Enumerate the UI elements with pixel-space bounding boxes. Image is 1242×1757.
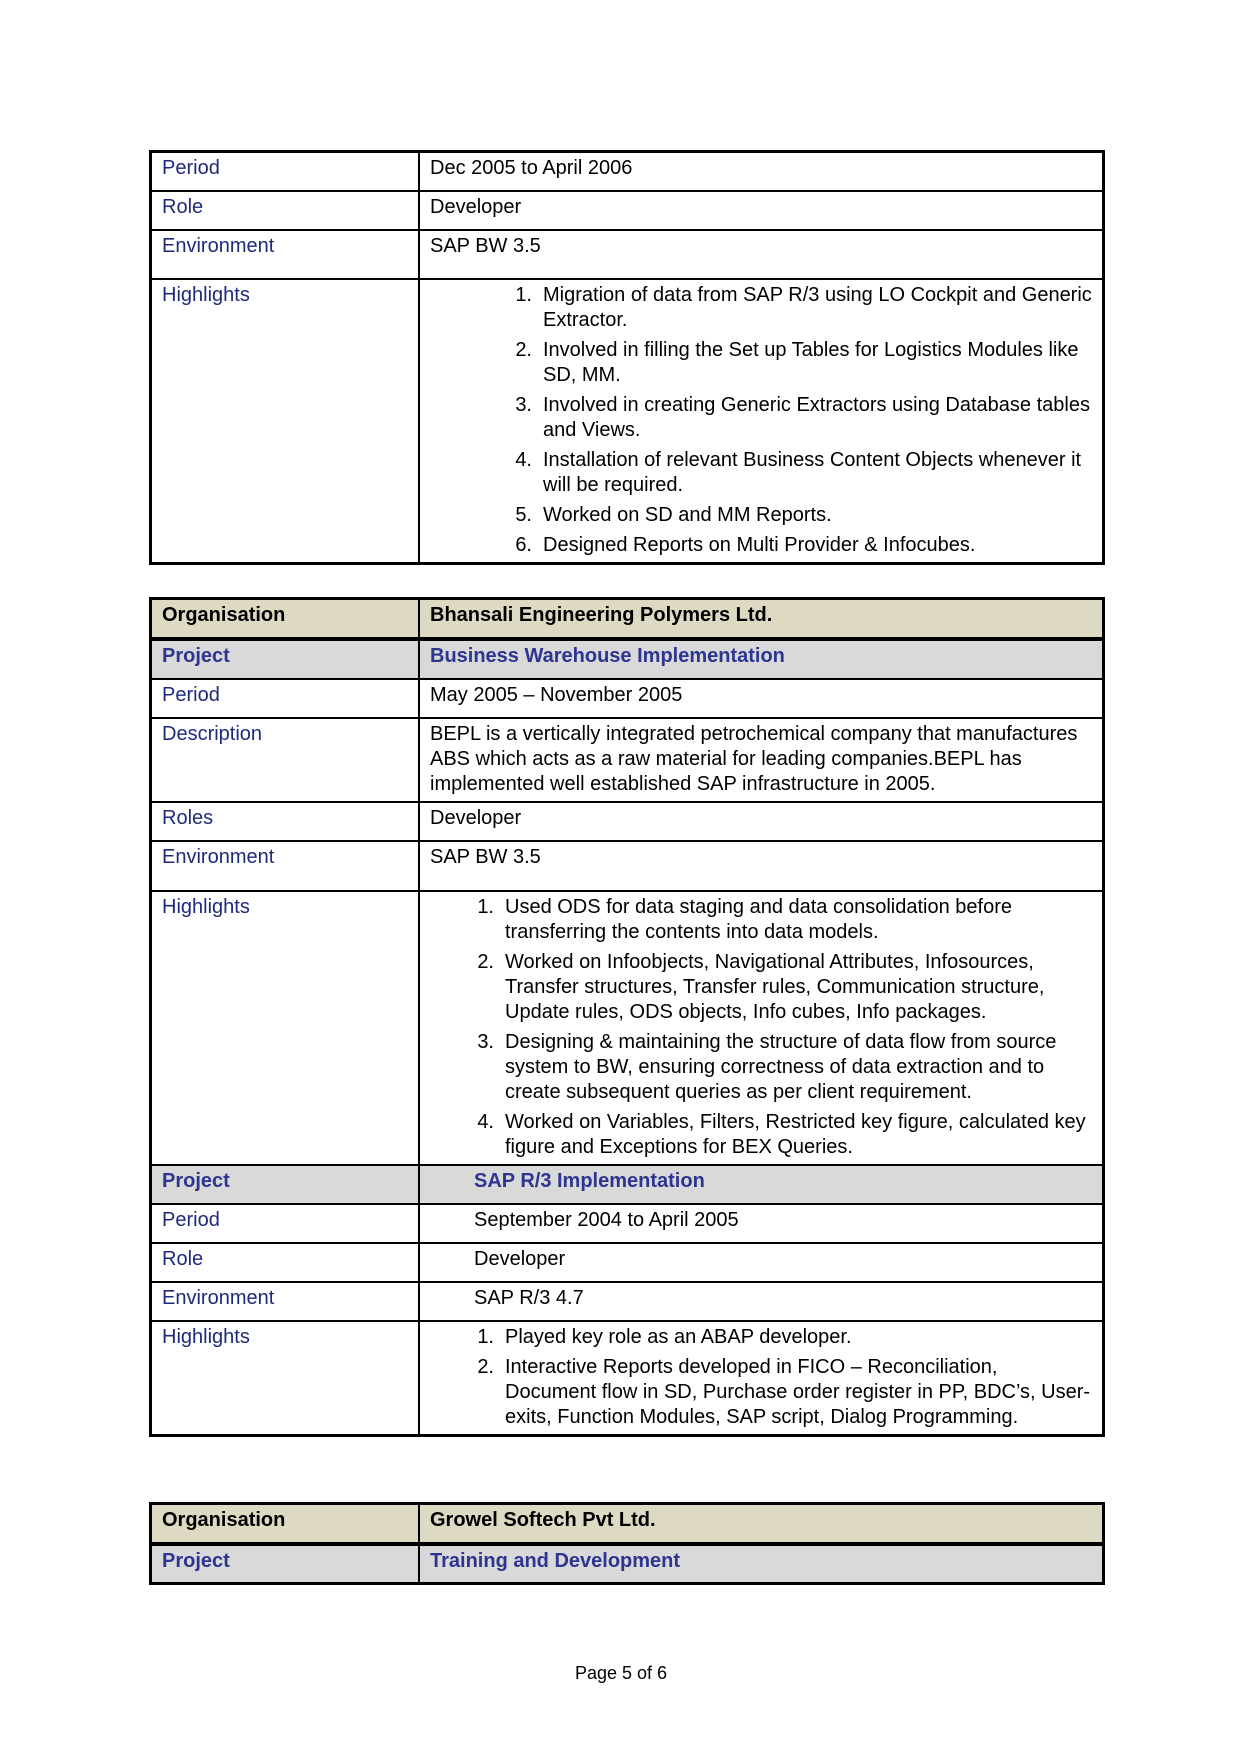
description-label: Description — [151, 718, 420, 802]
page-number: Page 5 of 6 — [574, 1663, 668, 1683]
list-item: 3. Designing & maintaining the structure of data flow from source system to BW, ensuring correctness of data extraction and to create subsequent queries as per client requirement. — [477, 1030, 1057, 1103]
environment-value: SAP BW 3.5 — [419, 230, 1104, 279]
environment-label: Environment — [151, 230, 420, 279]
list-item: 3. Involved in creating Generic Extractors using Database tables and Views. — [515, 393, 1090, 441]
role-value: Developer — [419, 1243, 1104, 1282]
list-item: 1. Used ODS for data staging and data consolidation before transferring the contents into data models. — [477, 895, 1012, 943]
project-details-table-1 — [149, 150, 1105, 565]
period-label: Period — [151, 1204, 420, 1243]
roles-value: Developer — [419, 802, 1104, 841]
organisation-value: Bhansali Engineering Polymers Ltd. — [419, 599, 1104, 639]
period-label: Period — [151, 152, 420, 191]
period-value: September 2004 to April 2005 — [419, 1204, 1104, 1243]
environment-value: SAP R/3 4.7 — [419, 1282, 1104, 1321]
role-value: Developer — [419, 191, 1104, 230]
organisation-label: Organisation — [151, 599, 420, 639]
project-label: Project — [151, 639, 420, 679]
description-value: BEPL is a vertically integrated petrochemical company that manufactures ABS which acts as a raw material for leading companies.BEPL has implemented well established SAP infrastructure in 2005. — [419, 718, 1104, 802]
environment-label: Environment — [151, 1282, 420, 1321]
highlights-label: Highlights — [151, 1321, 420, 1436]
project-value: Training and Development — [419, 1544, 1104, 1584]
list-item: 2. Worked on Infoobjects, Navigational Attributes, Infosources, Transfer structures, Transfer rules, Communication structure, Update rules, ODS objects, Info cubes, Info packages. — [477, 950, 1045, 1023]
organisation-label: Organisation — [151, 1504, 420, 1544]
environment-value: SAP BW 3.5 — [419, 841, 1104, 891]
highlights-list — [477, 1325, 1092, 1430]
list-item: 1. Migration of data from SAP R/3 using LO Cockpit and Generic Extractor. — [515, 283, 1092, 331]
highlights-list — [477, 895, 1092, 1160]
highlights-list-cell — [419, 1321, 1104, 1436]
list-item: 2. Interactive Reports developed in FICO – Reconciliation, Document flow in SD, Purchase order register in PP, BDC’s, User-exits, Function Modules, SAP script, Dialog Programming. — [477, 1355, 1091, 1428]
role-label: Role — [151, 1243, 420, 1282]
list-item: 1. Played key role as an ABAP developer. — [477, 1325, 852, 1348]
roles-label: Roles — [151, 802, 420, 841]
organisation-value: Growel Softech Pvt Ltd. — [419, 1504, 1104, 1544]
list-item: 4. Worked on Variables, Filters, Restricted key figure, calculated key figure and Exceptions for BEX Queries. — [477, 1110, 1086, 1158]
project-label: Project — [151, 1165, 420, 1204]
highlights-list — [515, 283, 1092, 558]
highlights-label: Highlights — [151, 891, 420, 1165]
project-label: Project — [151, 1544, 420, 1584]
period-value: Dec 2005 to April 2006 — [419, 152, 1104, 191]
role-label: Role — [151, 191, 420, 230]
project-details-table-3 — [149, 1502, 1105, 1585]
list-item: 5. Worked on SD and MM Reports. — [515, 503, 832, 526]
project-value: SAP R/3 Implementation — [419, 1165, 1104, 1204]
project-value: Business Warehouse Implementation — [419, 639, 1104, 679]
list-item: 6. Designed Reports on Multi Provider & Infocubes. — [515, 533, 976, 556]
highlights-list-cell — [419, 891, 1104, 1165]
period-value: May 2005 – November 2005 — [419, 679, 1104, 718]
environment-label: Environment — [151, 841, 420, 891]
list-item: 4. Installation of relevant Business Content Objects whenever it will be required. — [515, 448, 1082, 496]
period-label: Period — [151, 679, 420, 718]
project-details-table-2 — [149, 597, 1105, 1437]
highlights-label: Highlights — [151, 279, 420, 564]
highlights-list-cell — [419, 279, 1104, 564]
list-item: 2. Involved in filling the Set up Tables for Logistics Modules like SD, MM. — [515, 338, 1079, 386]
